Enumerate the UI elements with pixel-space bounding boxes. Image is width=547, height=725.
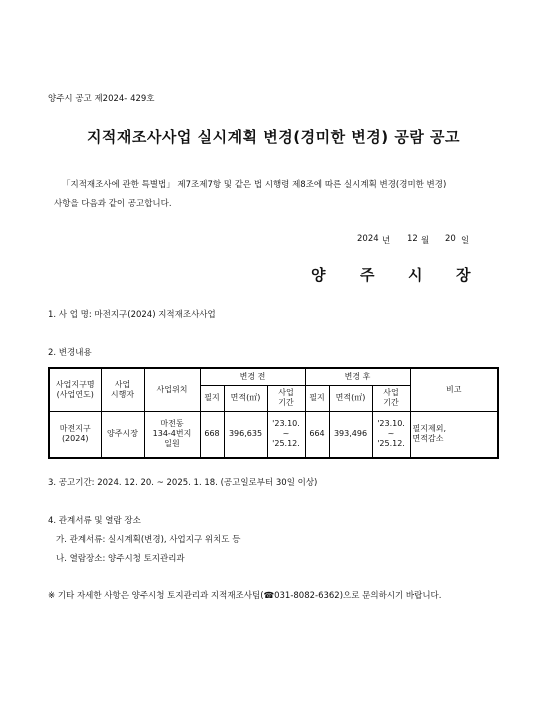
change-table <box>48 367 499 459</box>
section-notice-period: 3. 공고기간: 2024. 12. 20. ~ 2025. 1. 18. (공고일로부터 30일 이상) <box>48 478 318 488</box>
date-month: 12 <box>407 234 418 244</box>
header-district: 사업지구명 (사업연도) <box>49 368 101 411</box>
issuer-char: 양 <box>311 266 326 284</box>
footer-contact-note: ※ 기타 자세한 사항은 양주시청 토지관리과 지적재조사팀(☎031-8082-6362)으로 문의하시기 바랍니다. <box>48 591 442 601</box>
intro-line-1: 「지적재조사에 관한 특별법」 제7조제7항 및 같은 법 시행령 제8조에 따른 실시계획 변경(경미한 변경) <box>62 180 447 190</box>
date-day: 20 <box>445 234 456 244</box>
table-row <box>49 411 498 458</box>
cell-executor: 양주시장 <box>101 411 144 458</box>
section-viewing-place: 나. 열람장소: 양주시청 토지관리과 <box>56 554 185 564</box>
header-before-area: 면적(㎡) <box>224 385 267 411</box>
header-before-period: 사업 기간 <box>267 385 305 411</box>
header-before: 변경 전 <box>200 368 305 385</box>
cell-location: 마전동 134-4번지 일원 <box>144 411 200 458</box>
issuer-char: 시 <box>408 266 423 284</box>
header-executor: 사업 시행자 <box>101 368 144 411</box>
intro-line-2: 사항을 다음과 같이 공고합니다. <box>54 199 172 209</box>
section-documents-heading: 4. 관계서류 및 열람 장소 <box>48 516 141 526</box>
header-after-area: 면적(㎡) <box>329 385 372 411</box>
section-documents-list: 가. 관계서류: 실시계획(변경), 사업지구 위치도 등 <box>56 535 241 545</box>
date-year-unit: 년 <box>382 236 391 246</box>
cell-after-area: 393,496 <box>329 411 372 458</box>
page-title: 지적재조사사업 실시계획 변경(경미한 변경) 공람 공고 <box>86 128 461 146</box>
cell-before-area: 396,635 <box>224 411 267 458</box>
date-year: 2024 <box>357 234 379 244</box>
date-month-unit: 월 <box>421 236 430 246</box>
issuer-char: 주 <box>360 266 375 284</box>
header-after-parcels: 필지 <box>305 385 329 411</box>
header-after-period: 사업 기간 <box>372 385 410 411</box>
section-project-name: 1. 사 업 명: 마전지구(2024) 지적재조사사업 <box>48 310 216 320</box>
notice-number: 양주시 공고 제2024- 429호 <box>48 94 155 104</box>
date-day-unit: 일 <box>461 236 470 246</box>
section-changes-heading: 2. 변경내용 <box>48 348 92 358</box>
issuer-char: 장 <box>456 266 471 284</box>
cell-before-parcels: 668 <box>200 411 224 458</box>
cell-after-parcels: 664 <box>305 411 329 458</box>
cell-note: 필지제외, 면적감소 <box>410 411 498 458</box>
cell-district: 마전지구 (2024) <box>49 411 101 458</box>
header-note: 비고 <box>410 368 498 411</box>
header-after: 변경 후 <box>305 368 410 385</box>
cell-after-period: '23.10. ~ '25.12. <box>372 411 410 458</box>
cell-before-period: '23.10. ~ '25.12. <box>267 411 305 458</box>
header-before-parcels: 필지 <box>200 385 224 411</box>
header-location: 사업위치 <box>144 368 200 411</box>
